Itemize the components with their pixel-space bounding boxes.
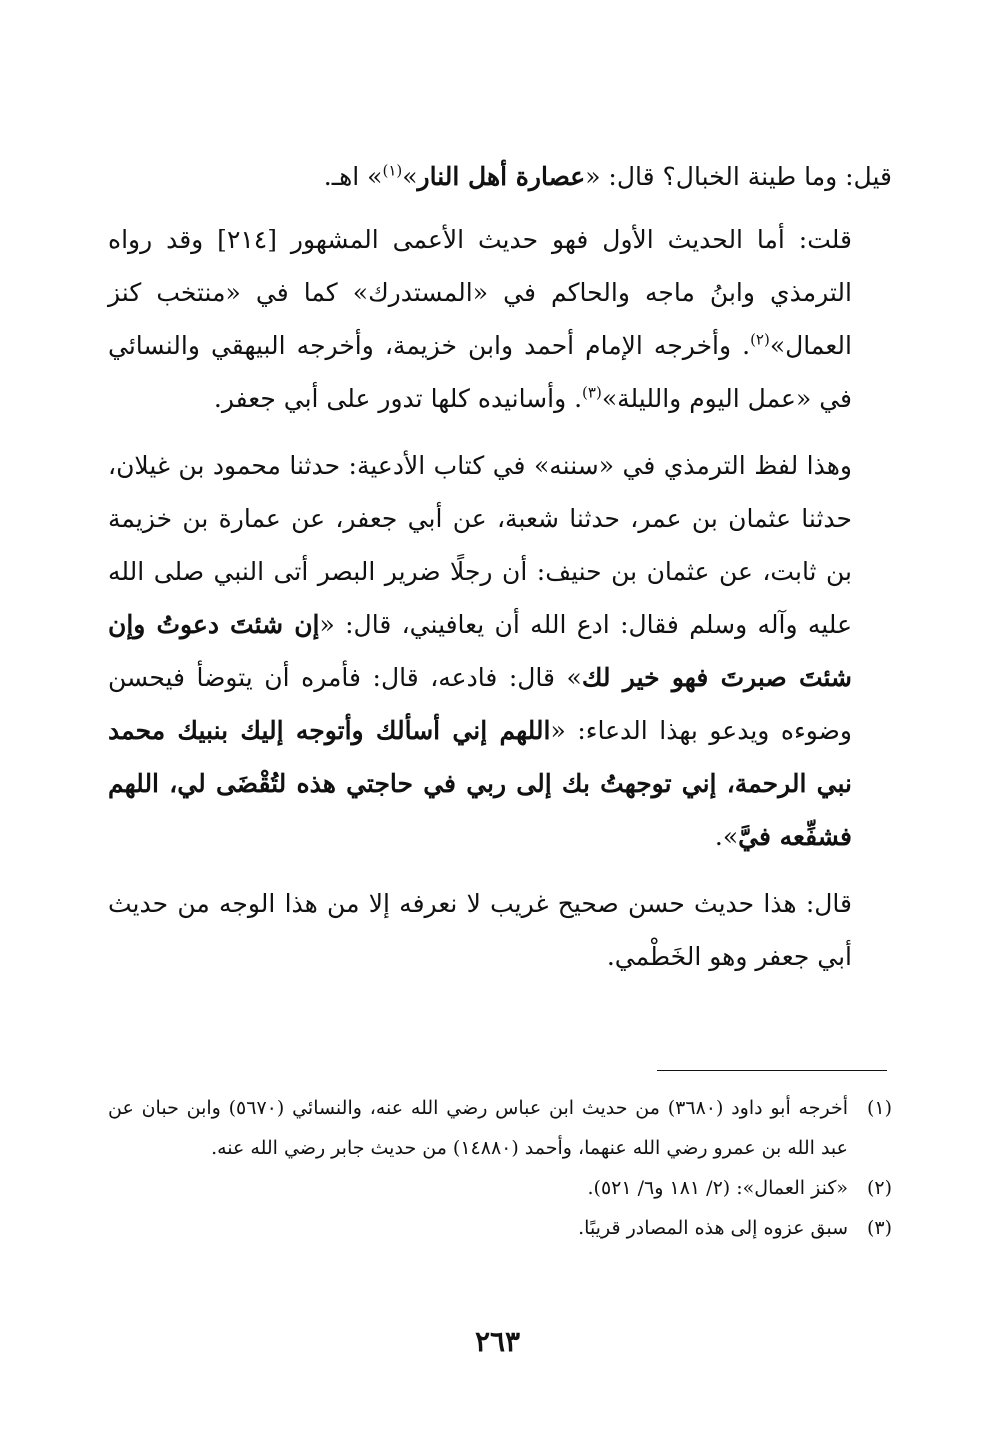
footnote-ref[interactable]: (٣)	[582, 383, 602, 402]
footnote-number: (١)	[866, 1097, 892, 1119]
text-run: » قال: فادعه، قال: فأمره أن يتوضأ فيحسن وضوءه ويدعو بهذا الدعاء: «	[108, 663, 852, 745]
footnote-number: (٣)	[866, 1217, 892, 1239]
footnote-ref[interactable]: (٢)	[750, 330, 770, 349]
quoted-bold-text: إن شئتَ دعوتُ وإن شئتَ صبرتَ فهو خير لك	[108, 610, 852, 692]
paragraph-2	[108, 213, 892, 425]
text-run: » اهـ.	[323, 162, 383, 191]
text-run: »	[402, 162, 418, 191]
quoted-bold-text: عصارة أهل النار	[417, 162, 586, 191]
text-run: ».	[714, 822, 739, 851]
paragraph-1	[108, 150, 892, 203]
text-run: . وأخرجه الإمام أحمد وابن خزيمة، وأخرجه البيهقي والنسائي في «عمل اليوم والليلة»	[108, 331, 852, 413]
footnote-ref[interactable]: (١)	[382, 161, 403, 180]
text-run: قلت: أما الحديث الأول فهو حديث الأعمى المشهور [٢١٤] وقد رواه الترمذي وابنُ ماجه والحاكم في «المستدرك» كما في «منتخب كنز العمال»	[108, 225, 852, 360]
text-run: . وأسانيده كلها تدور على أبي جعفر.	[213, 384, 583, 413]
text-run: قيل: وما طينة الخبال؟ قال: «	[585, 162, 892, 191]
page-number: ٢٦٣	[474, 1325, 521, 1358]
footnote-text: أخرجه أبو داود (٣٦٨٠) من حديث ابن عباس رضي الله عنه، والنسائي (٥٦٧٠) وابن حبان عن عبد الله بن عمرو رضي الله عنهما، وأحمد (١٤٨٨٠) من حديث جابر رضي الله عنه.	[108, 1097, 848, 1159]
footnote-text: «كنز العمال»: (٢/ ١٨١ و٦/ ٥٢١).	[587, 1177, 848, 1199]
quoted-bold-text: اللهم إني أسألك وأتوجه إليك بنبيك محمد نبي الرحمة، إني توجهتُ بك إلى ربي في حاجتي هذه لتُقْضَى لي، اللهم فشفِّعه فيَّ	[108, 716, 852, 851]
paragraph-3	[108, 439, 892, 863]
text-run: وهذا لفظ الترمذي في «سننه» في كتاب الأدعية: حدثنا محمود بن غيلان، حدثنا عثمان بن عمر، حدثنا شعبة، عن أبي جعفر، عن عمارة بن خزيمة بن ثابت، عن عثمان بن حنيف: أن رجلًا ضرير البصر أتى النبي صلى الله عليه وآله وسلم فقال: ادع الله أن يعافيني، قال: «	[108, 451, 852, 639]
footnote-number: (٢)	[866, 1177, 892, 1199]
footnote-2	[108, 1168, 892, 1208]
text-run: قال: هذا حديث حسن صحيح غريب لا نعرفه إلا من هذا الوجه من حديث أبي جعفر وهو الخَطْمي.	[108, 889, 852, 971]
footnotes	[108, 1088, 892, 1248]
paragraph-4	[108, 877, 892, 983]
main-text	[108, 150, 892, 997]
footnote-text: سبق عزوه إلى هذه المصادر قريبًا.	[578, 1217, 848, 1239]
footnote-divider	[657, 1070, 887, 1071]
footnote-3	[108, 1208, 892, 1248]
footnote-1	[108, 1088, 892, 1168]
